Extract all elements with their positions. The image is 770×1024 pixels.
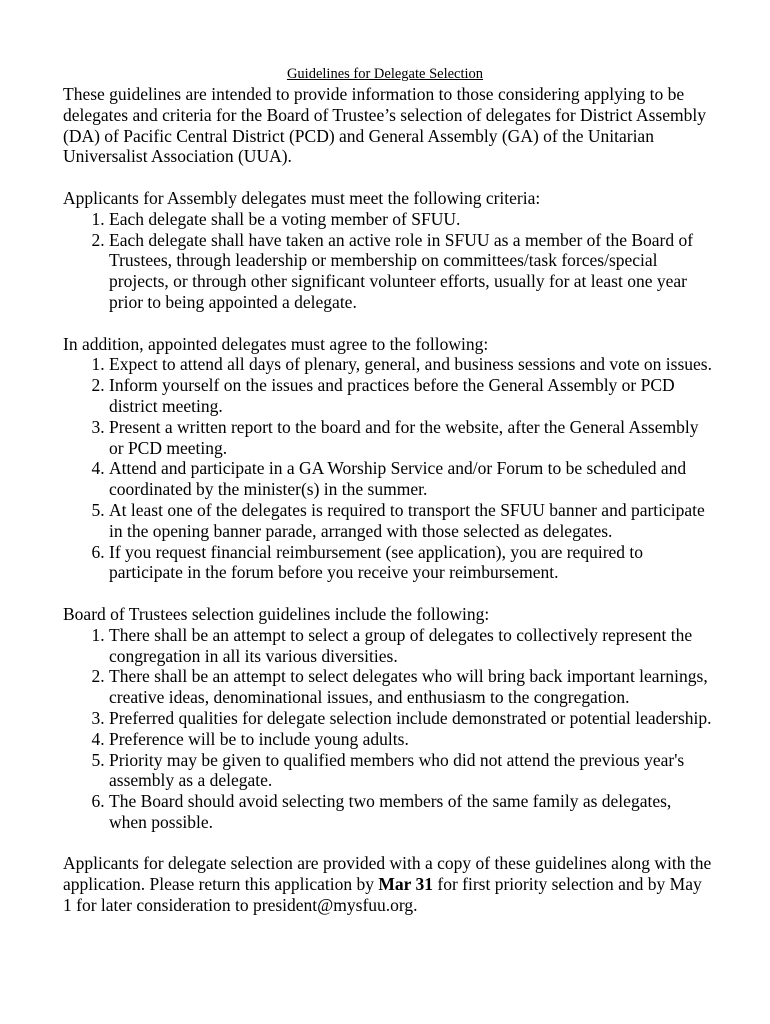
board-item: 1. There shall be an attempt to select a group of delegates to collectively represent the congregation in all its various diversities. — [109, 625, 713, 667]
paragraph-spacer — [63, 313, 713, 334]
agreement-item: 6. If you request financial reimbursement (see application), you are required to participate in the forum before you receive your reimbursement. — [109, 542, 713, 584]
board-list — [63, 625, 713, 833]
agreement-item: 1. Expect to attend all days of plenary, general, and business sessions and vote on issues. — [109, 354, 713, 375]
document-body — [63, 84, 713, 916]
agreement-item: 5. At least one of the delegates is required to transport the SFUU banner and participate in the opening banner parade, arranged with those selected as delegates. — [109, 500, 713, 542]
closing-text-part2: for first priority selection and by May 1 for later consideration to president@mysfuu.org. — [63, 874, 702, 916]
board-item: 3. Preferred qualities for delegate selection include demonstrated or potential leadership. — [109, 708, 713, 729]
board-item: 6. The Board should avoid selecting two members of the same family as delegates, when possible. — [109, 791, 713, 833]
agreement-item: 4. Attend and participate in a GA Worship Service and/or Forum to be scheduled and coordinated by the minister(s) in the summer. — [109, 458, 713, 500]
intro-paragraph: These guidelines are intended to provide information to those considering applying to be delegates and criteria for the Board of Trustee’s selection of delegates for District Assembly (DA) of Pacific Central District (PCD) and General Assembly (GA) of the Unitarian Universalist Association (UUA). — [63, 84, 706, 167]
priority-deadline: Mar 31 — [378, 874, 433, 895]
board-item: 4. Preference will be to include young adults. — [109, 729, 713, 750]
criteria-heading: Applicants for Assembly delegates must meet the following criteria: — [63, 187, 541, 208]
document-title: Guidelines for Delegate Selection — [286, 66, 484, 82]
board-item: 5. Priority may be given to qualified members who did not attend the previous year's assembly as a delegate. — [109, 750, 713, 792]
criteria-list — [63, 209, 713, 313]
agreement-list — [63, 354, 713, 583]
board-heading: Board of Trustees selection guidelines include the following: — [63, 603, 490, 624]
agreement-heading: In addition, appointed delegates must agree to the following: — [63, 333, 489, 354]
paragraph-spacer — [63, 167, 713, 188]
criteria-item: 2. Each delegate shall have taken an active role in SFUU as a member of the Board of Trustees, through leadership or membership on committees/task forces/special projects, or through other significant volunteer efforts, usually for at least one year prior to being appointed a delegate. — [109, 230, 713, 313]
paragraph-spacer — [63, 833, 713, 854]
agreement-item: 2. Inform yourself on the issues and practices before the General Assembly or PCD district meeting. — [109, 375, 713, 417]
closing-text-part1: Applicants for delegate selection are provided with a copy of these guidelines along with the application. Please return this application by — [63, 853, 712, 895]
paragraph-spacer — [63, 583, 713, 604]
board-item: 2. There shall be an attempt to select delegates who will bring back important learnings, creative ideas, denominational issues, and enthusiasm to the congregation. — [109, 666, 713, 708]
agreement-item: 3. Present a written report to the board and for the website, after the General Assembly or PCD meeting. — [109, 417, 713, 459]
closing-paragraph — [63, 853, 713, 915]
criteria-item: 1. Each delegate shall be a voting member of SFUU. — [109, 209, 713, 230]
